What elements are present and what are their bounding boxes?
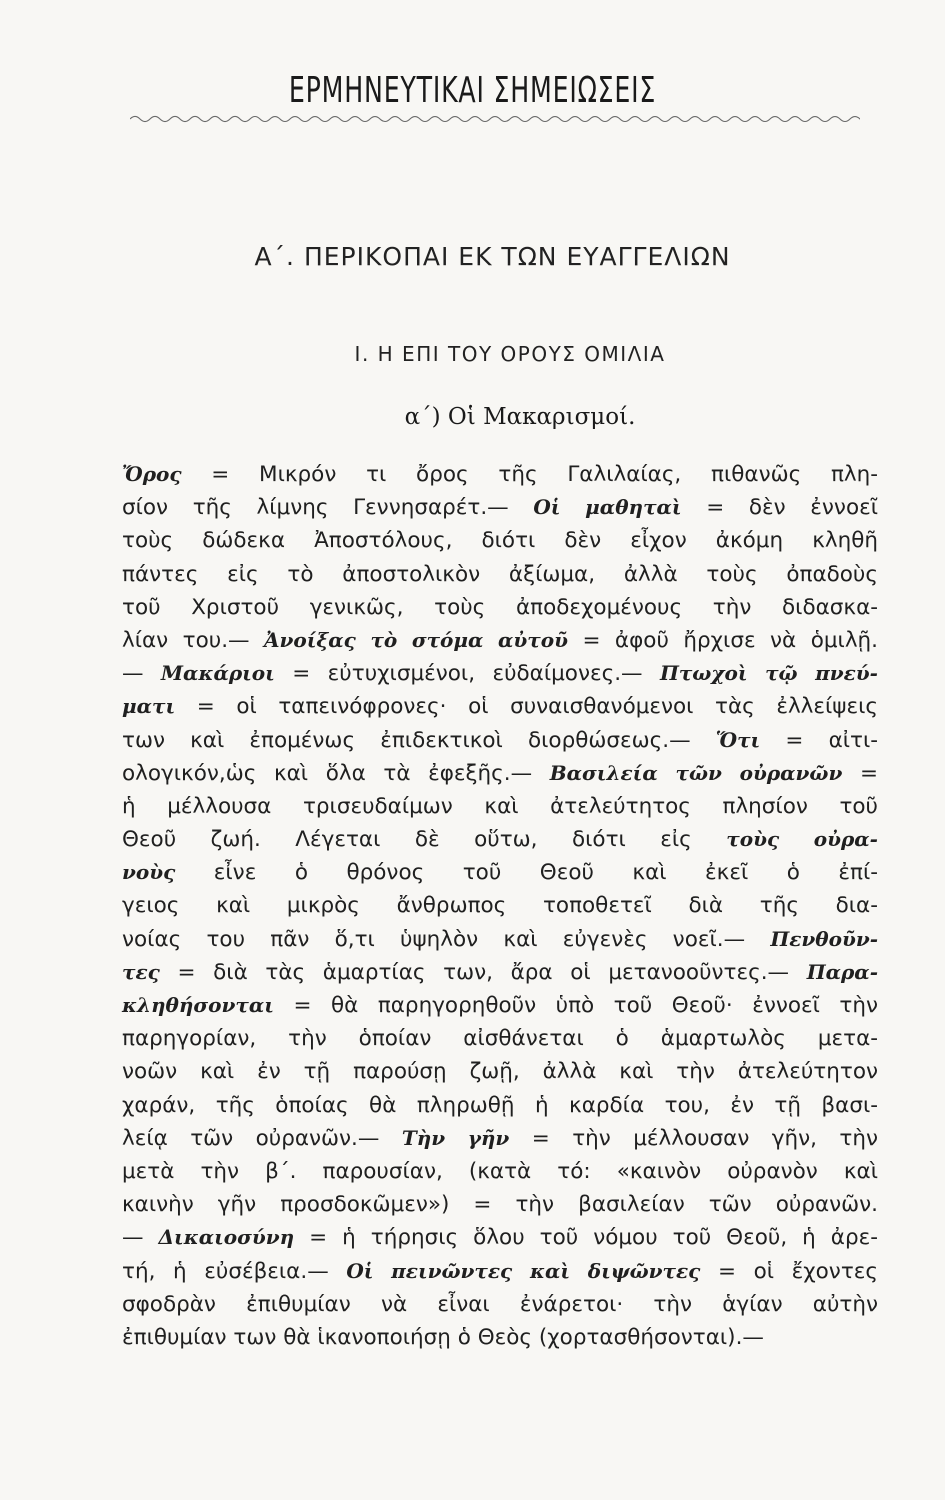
term: Τὴν γῆν — [401, 1125, 510, 1150]
text-line — [122, 889, 878, 922]
term: Μακάριοι — [160, 661, 275, 686]
text-line — [122, 1055, 878, 1088]
text-line — [122, 1221, 878, 1254]
text-line — [122, 690, 878, 723]
gloss: ολογικόν,ὡς καὶ ὅλα τὰ ἐφεξῆς.— — [122, 760, 550, 786]
term: Ὅτι — [715, 727, 761, 752]
text-line — [122, 923, 878, 956]
term: τοὺς οὐρα- — [726, 827, 878, 852]
gloss: — — [122, 1225, 159, 1251]
term: κληθήσονται — [122, 993, 274, 1017]
wavy-rule-line — [130, 117, 860, 122]
text-line — [122, 1155, 878, 1188]
gloss: γειος καὶ μικρὸς ἄνθρωπος τοποθετεῖ διὰ τῆς δια- — [122, 893, 878, 919]
text-line — [122, 458, 878, 491]
text-line — [122, 558, 878, 591]
gloss: εἶνε ὁ θρόνος τοῦ Θεοῦ καὶ ἐκεῖ ὁ ἐπί- — [175, 860, 878, 886]
gloss: σίον τῆς λίμνης Γεννησαρέτ.— — [122, 495, 534, 521]
gloss: σφοδρὰν ἐπιθυμίαν νὰ εἶναι ἐνάρετοι· τὴν ἁγίαν αὐτὴν — [122, 1291, 878, 1317]
term: τες — [122, 959, 160, 984]
text-line — [122, 1255, 878, 1288]
text-line — [122, 757, 878, 790]
gloss: = οἱ ταπεινόφρονες· οἱ συναισθανόμενοι τὰς ἐλλείψεις — [175, 694, 878, 720]
text-line — [122, 1321, 878, 1354]
gloss: = δὲν ἐννοεῖ — [681, 495, 878, 521]
text-line — [122, 1122, 878, 1155]
gloss: τοῦ Χριστοῦ γενικῶς, τοὺς ἀποδεχομένους τὴν διδασκα- — [122, 594, 878, 620]
text-line — [122, 624, 878, 657]
gloss: των καὶ ἐπομένως ἐπιδεκτικοὶ διορθώσεως.— — [122, 727, 716, 753]
text-line — [122, 524, 878, 557]
gloss: = Μικρόν τι ὄρος τῆς Γαλιλαίας, πιθανῶς πλη- — [181, 462, 878, 487]
gloss: παρηγορίαν, τὴν ὁποίαν αἰσθάνεται ὁ ἁμαρτωλὸς μετα- — [122, 1026, 878, 1052]
gloss: = ἀφοῦ ἤρχισε νὰ ὁμιλῇ. — [567, 627, 878, 653]
gloss: = — [842, 760, 878, 786]
gloss: Θεοῦ ζωή. Λέγεται δὲ οὕτω, διότι εἰς — [122, 827, 727, 853]
gloss: χαράν, τῆς ὁποίας θὰ πληρωθῇ ἡ καρδία του, ἐν τῇ βασι- — [122, 1092, 878, 1118]
text-line — [122, 856, 878, 889]
term: νοὺς — [122, 860, 176, 885]
term: Πτωχοὶ τῷ πνεύ- — [659, 661, 878, 686]
gloss: τή, ἡ εὐσέβεια.— — [122, 1258, 347, 1284]
text-line — [122, 1022, 878, 1055]
gloss: ἐπιθυμίαν των θὰ ἱκανοποιήσῃ ὁ Θεὸς (χορτασθήσονται).— — [122, 1324, 764, 1350]
gloss: νοῶν καὶ ἐν τῇ παρούσῃ ζωῇ, ἀλλὰ καὶ τὴν ἀτελεύτητον — [122, 1059, 878, 1085]
text-line — [122, 657, 878, 690]
gloss: πάντες εἰς τὸ ἀποστολικὸν ἀξίωμα, ἀλλὰ τοὺς ὀπαδοὺς — [122, 561, 878, 587]
term: Ἀνοίξας τὸ στόμα αὐτοῦ — [264, 627, 568, 652]
text-line — [122, 823, 878, 856]
text-line — [122, 790, 878, 823]
text-line — [122, 1288, 878, 1321]
gloss: καινὴν γῆν προσδοκῶμεν») = τὴν βασιλείαν τῶν οὐρανῶν. — [122, 1192, 878, 1218]
text-line — [122, 1188, 878, 1221]
term: Οἱ μαθηταὶ — [533, 495, 682, 520]
text-line — [122, 1089, 878, 1122]
gloss: νοίας του πᾶν ὅ,τι ὑψηλὸν καὶ εὐγενὲς νοεῖ.— — [122, 926, 771, 952]
gloss: λίαν του.— — [122, 627, 265, 653]
gloss: = εὐτυχισμένοι, εὐδαίμονες.— — [274, 661, 660, 687]
wavy-rule — [130, 112, 860, 126]
text-line — [122, 591, 878, 624]
gloss: = αἰτι- — [760, 727, 879, 753]
gloss: — — [122, 661, 161, 687]
text-line — [122, 956, 878, 989]
text-line — [122, 724, 878, 757]
text-line — [122, 989, 878, 1022]
gloss: = διὰ τὰς ἁμαρτίας των, ἄρα οἱ μετανοοῦντες.— — [159, 959, 807, 985]
term: Παρα- — [806, 959, 878, 984]
gloss: = θὰ παρηγορηθοῦν ὑπὸ τοῦ Θεοῦ· ἐννοεῖ τὴν — [273, 993, 878, 1018]
term: Ὄρος — [122, 462, 182, 486]
running-title: ΕΡΜΗΝΕΥΤΙΚΑΙ ΣΗΜΕΙΩΣΕΙΣ — [288, 70, 657, 111]
gloss: = τὴν μέλλουσαν γῆν, τὴν — [509, 1125, 878, 1151]
gloss: λείᾳ τῶν οὐρανῶν.— — [122, 1125, 402, 1151]
text-line — [122, 491, 878, 524]
term: Δικαιοσύνη — [158, 1225, 295, 1250]
section-heading: Α΄. ΠΕΡΙΚΟΠΑΙ ΕΚ ΤΩΝ ΕΥΑΓΓΕΛΙΩΝ — [254, 242, 731, 271]
sub-heading: Ι. Η ΕΠΙ ΤΟΥ ΟΡΟΥΣ ΟΜΙΛΙΑ — [354, 342, 666, 366]
gloss: = οἱ ἔχοντες — [700, 1258, 879, 1284]
term: ματι — [122, 694, 176, 719]
gloss: ἡ μέλλουσα τρισευδαίμων καὶ ἀτελεύτητος πλησίον τοῦ — [122, 793, 878, 819]
gloss: τοὺς δώδεκα Ἀποστόλους, διότι δὲν εἶχον ἀκόμη κληθῆ — [122, 528, 878, 554]
term: Οἱ πεινῶντες καὶ διψῶντες — [346, 1258, 701, 1283]
body-text — [122, 458, 878, 1354]
gloss: μετὰ τὴν β΄. παρουσίαν, (κατὰ τό: «καινὸν οὐρανὸν καὶ — [122, 1158, 878, 1184]
sub-sub-heading: α΄) Οἱ Μακαρισμοί. — [404, 404, 636, 430]
gloss: = ἡ τήρησις ὅλου τοῦ νόμου τοῦ Θεοῦ, ἡ ἀρε- — [294, 1225, 878, 1251]
term: Βασιλεία τῶν οὐρανῶν — [549, 760, 843, 785]
term: Πενθοῦν- — [770, 926, 878, 951]
